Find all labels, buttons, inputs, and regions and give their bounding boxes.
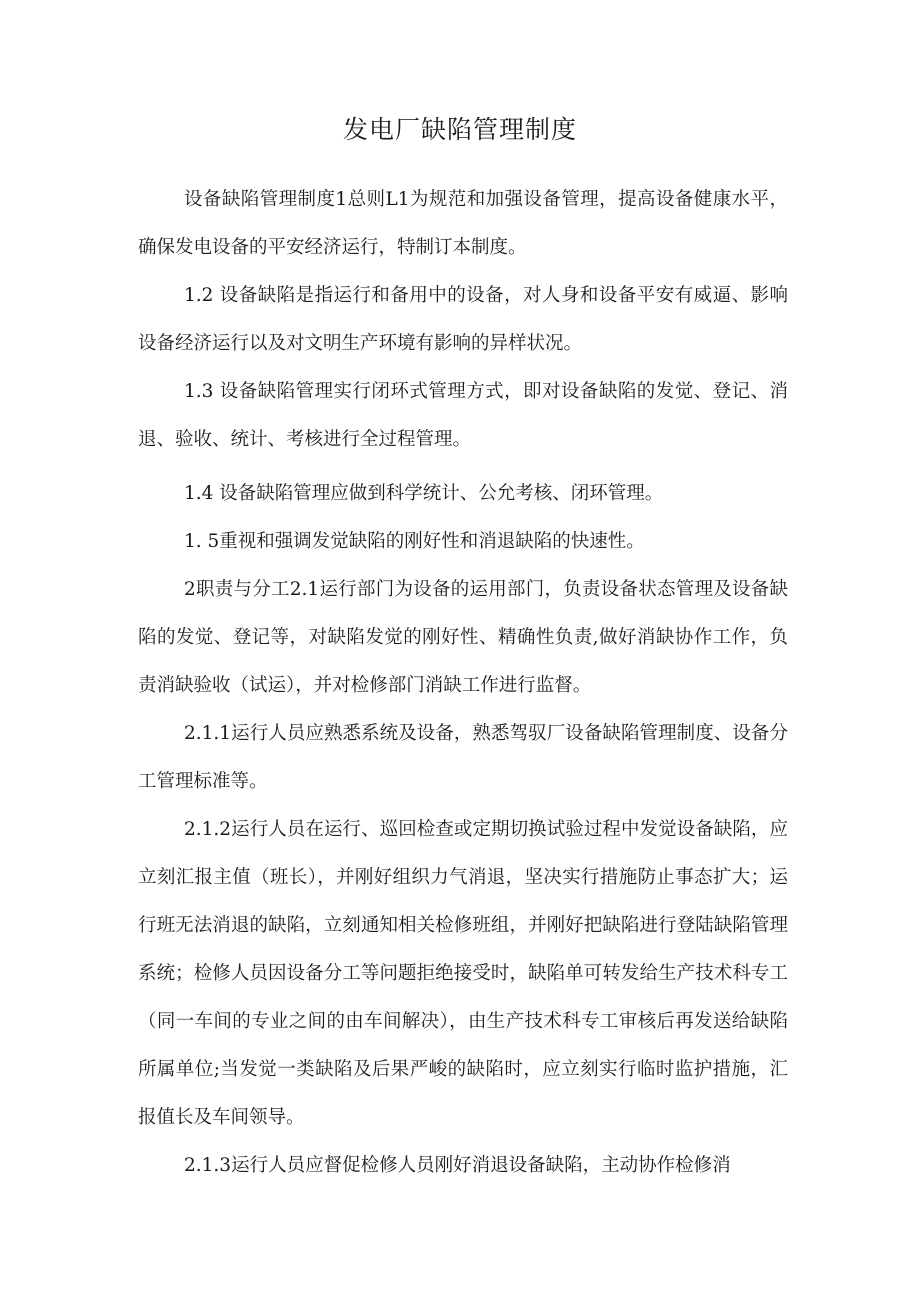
paragraph-2-1: 2职责与分工2.1运行部门为设备的运用部门，负责设备状态管理及设备缺陷的发觉、登记等，对缺陷发觉的刚好性、精确性负责,做好消缺协作工作，负责消缺验收（试运），并对检修部门消缺工作进行监督。 xyxy=(138,579,788,696)
paragraph-general: 设备缺陷管理制度1总则L1为规范和加强设备管理，提高设备健康水平，确保发电设备的平安经济运行，特制订本制度。 xyxy=(138,189,788,258)
document-title: 发电厂缺陷管理制度 xyxy=(342,115,577,144)
paragraph-1-5: 1. 5重视和强调发觉缺陷的刚好性和消退缺陷的快速性。 xyxy=(184,531,645,552)
paragraph-2-1-3: 2.1.3运行人员应督促检修人员刚好消退设备缺陷，主动协作检修消 xyxy=(184,1155,731,1176)
paragraph-2-1-1: 2.1.1运行人员应熟悉系统及设备，熟悉驾驭厂设备缺陷管理制度、设备分工管理标准等。 xyxy=(138,723,788,792)
paragraph-1-3: 1.3 设备缺陷管理实行闭环式管理方式，即对设备缺陷的发觉、登记、消退、验收、统计、考核进行全过程管理。 xyxy=(138,381,788,450)
paragraph-1-4: 1.4 设备缺陷管理应做到科学统计、公允考核、闭环管理。 xyxy=(184,483,664,504)
paragraph-2-1-2: 2.1.2运行人员在运行、巡回检查或定期切换试验过程中发觉设备缺陷，应立刻汇报主值（班长），并刚好组织力气消退，坚决实行措施防止事态扩大；运行班无法消退的缺陷，立刻通知相关检修班组，并刚好把缺陷进行登陆缺陷管理系统；检修人员因设备分工等问题拒绝接受时，缺陷单可转发给生产技术科专工（同一车间的专业之间的由车间解决），由生产技术科专工审核后再发送给缺陷所属单位;当发觉一类缺陷及后果严峻的缺陷时，应立刻实行临时监护措施，汇报值长及车间领导。 xyxy=(138,819,788,1128)
paragraph-1-2: 1.2 设备缺陷是指运行和备用中的设备，对人身和设备平安有威逼、影响设备经济运行以及对文明生产环境有影响的异样状况。 xyxy=(138,285,788,354)
